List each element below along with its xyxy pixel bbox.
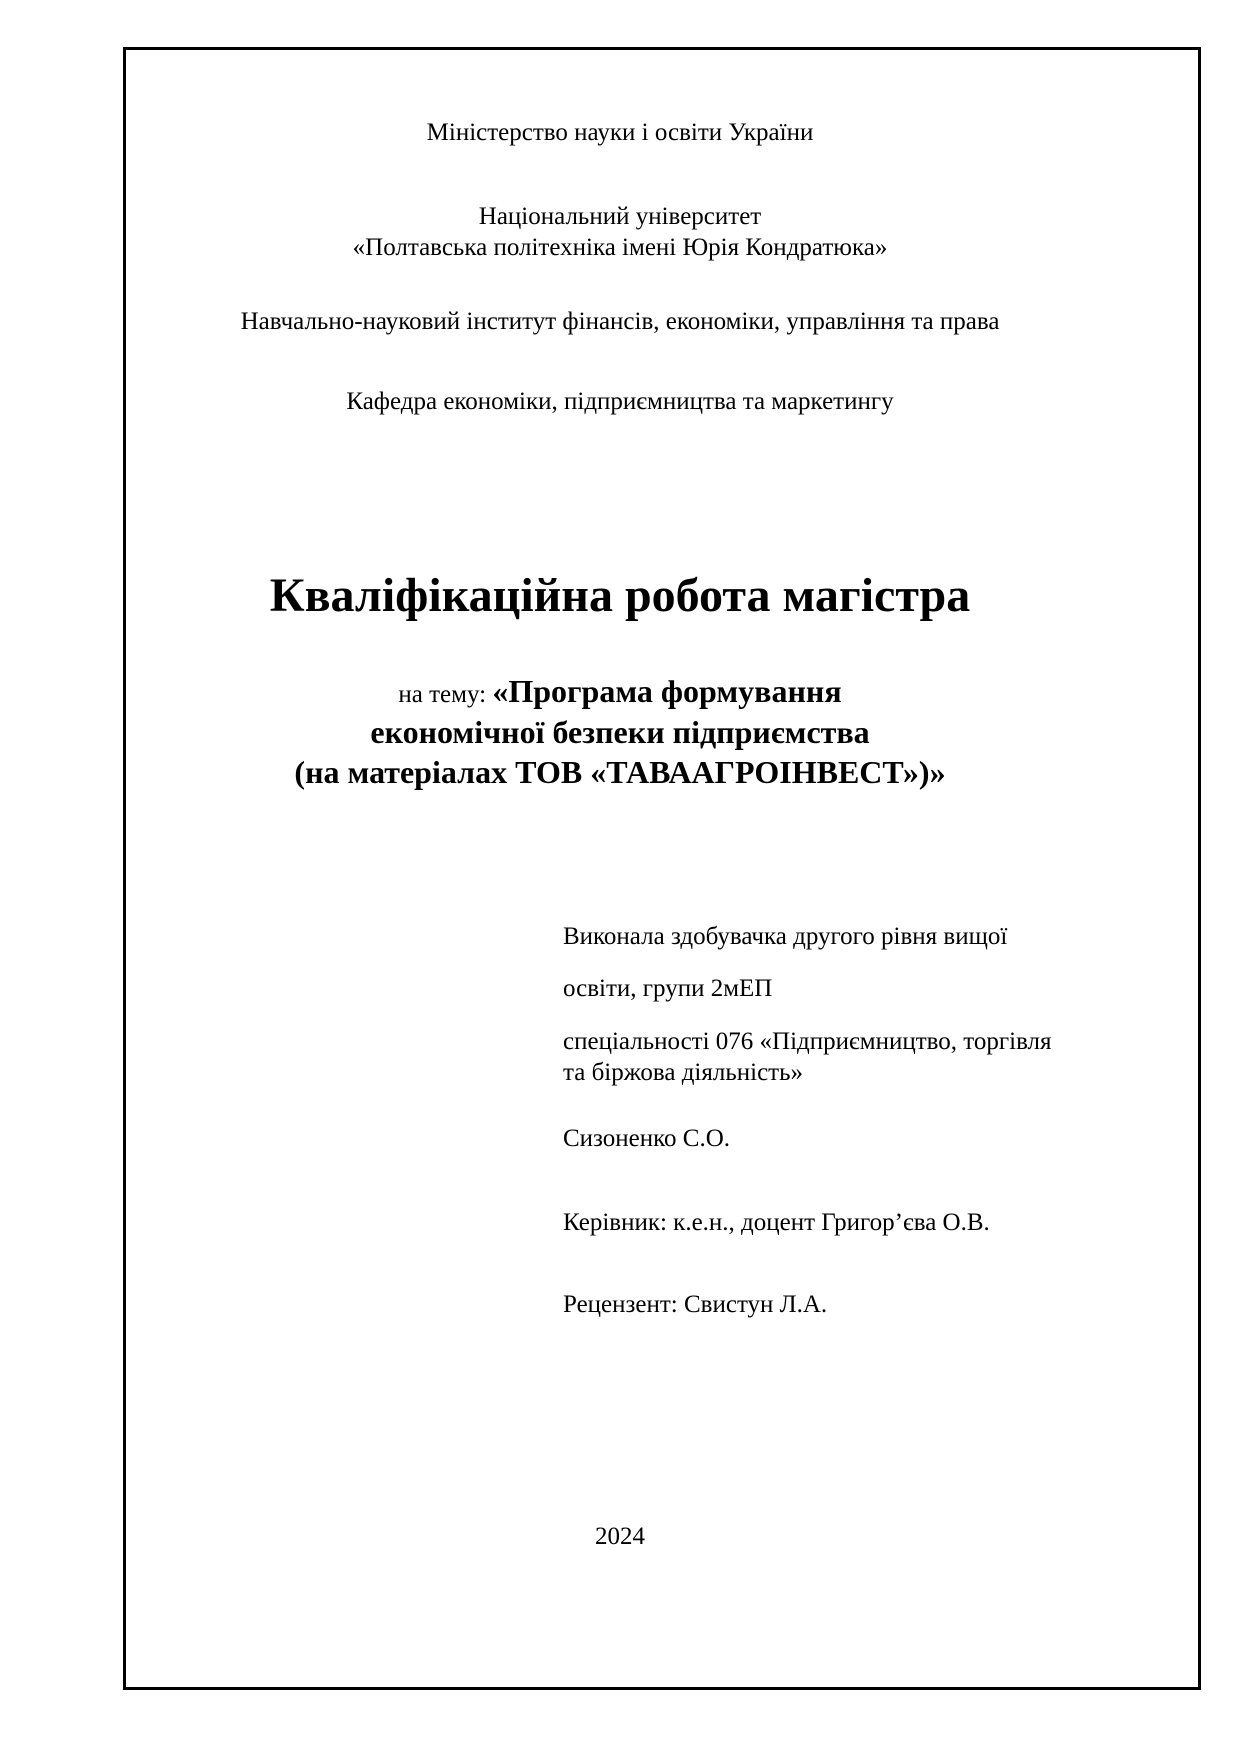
institute-name: Навчально-науковий інститут фінансів, економіки, управління та права [240,308,1000,335]
topic-text-line1: «Програма формування [492,673,842,709]
specialty-line1: спеціальності 076 «Підприємництво, торгівля [563,1028,1052,1055]
document-title: Кваліфікаційна робота магістра [269,569,971,622]
supervisor: Керівник: к.е.н., доцент Григор’єва О.В. [563,1209,990,1236]
university-name-line1: Національний університет [478,203,762,230]
topic-line2: економічної безпеки підприємства [370,714,870,750]
reviewer: Рецензент: Свистун Л.А. [563,1291,828,1318]
department-name: Кафедра економіки, підприємництва та маркетингу [346,388,894,415]
author-name: Сизоненко С.О. [563,1125,730,1152]
ministry-name: Міністерство науки і освіти України [426,119,814,146]
topic-line1 [0,671,1240,715]
university-name-line2: «Полтавська політехніка імені Юрія Кондратюка» [352,234,888,261]
specialty-line2: та біржова діяльність» [563,1059,804,1086]
page-border-frame [123,47,1201,1690]
performed-by-line1: Виконала здобувачка другого рівня вищої [563,923,1008,950]
topic-line3: (на матеріалах ТОВ «ТАВААГРОІНВЕСТ»)» [294,754,946,790]
performed-by-line2: освіти, групи 2мЕП [563,975,773,1002]
year: 2024 [595,1523,645,1550]
topic-prefix: на тему: [398,681,493,708]
